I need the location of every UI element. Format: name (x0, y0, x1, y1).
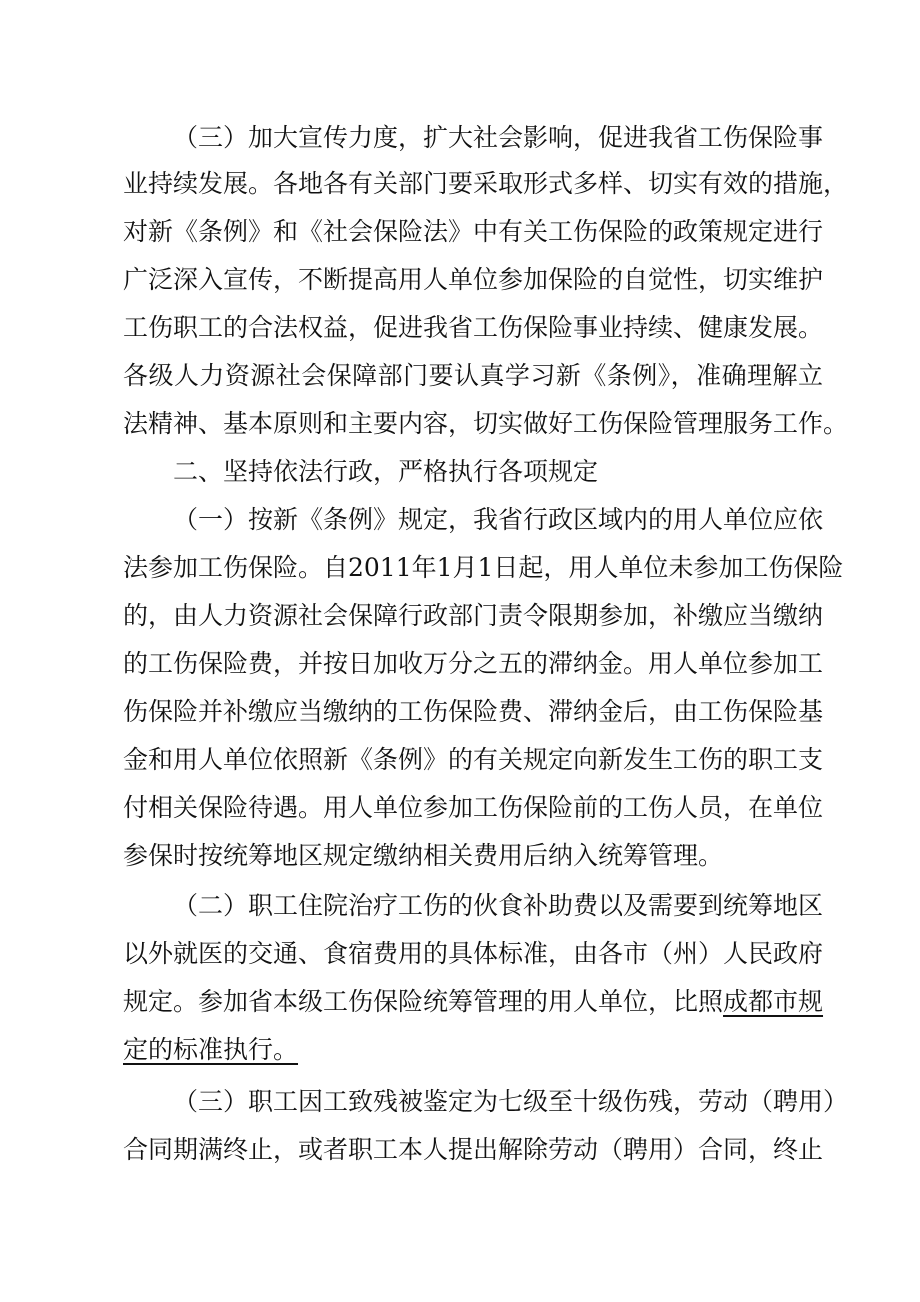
paragraph-line: 工伤职工的合法权益，促进我省工伤保险事业持续、健康发展。 (123, 313, 824, 342)
paragraph-line: 合同期满终止，或者职工本人提出解除劳动（聘用）合同，终止 (123, 1135, 824, 1164)
paragraph-line: 的，由人力资源社会保障行政部门责令限期参加，补缴应当缴纳 (123, 601, 824, 630)
paragraph-line: （三）加大宣传力度，扩大社会影响，促进我省工伤保险事 (173, 123, 824, 152)
paragraph-line: 法精神、基本原则和主要内容，切实做好工伤保险管理服务工作。 (123, 409, 849, 438)
paragraph-line: 广泛深入宣传，不断提高用人单位参加保险的自觉性，切实维护 (123, 265, 824, 294)
paragraph-line (123, 982, 823, 1022)
paragraph-line: 付相关保险待遇。用人单位参加工伤保险前的工伤人员，在单位 (123, 793, 824, 822)
paragraph-line: 对新《条例》和《社会保险法》中有关工伤保险的政策规定进行 (123, 217, 824, 246)
underlined-text: 定的标准执行。 (123, 1035, 299, 1064)
paragraph-line: 伤保险并补缴应当缴纳的工伤保险费、滞纳金后，由工伤保险基 (123, 697, 824, 726)
section-heading: 二、坚持依法行政，严格执行各项规定 (173, 457, 599, 486)
paragraph-line (123, 1030, 823, 1070)
paragraph-line: 的工伤保险费，并按日加收万分之五的滞纳金。用人单位参加工 (123, 649, 824, 678)
paragraph-line: 金和用人单位依照新《条例》的有关规定向新发生工伤的职工支 (123, 745, 824, 774)
paragraph-line: （一）按新《条例》规定，我省行政区域内的用人单位应依 (173, 505, 824, 534)
paragraph-line: 以外就医的交通、食宿费用的具体标准，由各市（州）人民政府 (123, 939, 824, 968)
paragraph-line: 业持续发展。各地各有关部门要采取形式多样、切实有效的措施， (123, 169, 849, 198)
paragraph-text: 规定。参加省本级工伤保险统筹管理的用人单位，比照 (123, 987, 724, 1016)
underlined-text: 成都市规 (723, 987, 824, 1016)
paragraph-line: 参保时按统筹地区规定缴纳相关费用后纳入统筹管理。 (123, 841, 724, 870)
paragraph-line: 法参加工伤保险。自2011年1月1日起，用人单位未参加工伤保险 (123, 553, 844, 582)
paragraph-line: 各级人力资源社会保障部门要认真学习新《条例》，准确理解立 (123, 361, 823, 390)
paragraph-line: （二）职工住院治疗工伤的伙食补助费以及需要到统筹地区 (173, 891, 824, 920)
paragraph-line: （三）职工因工致残被鉴定为七级至十级伤残，劳动（聘用） (173, 1087, 849, 1116)
